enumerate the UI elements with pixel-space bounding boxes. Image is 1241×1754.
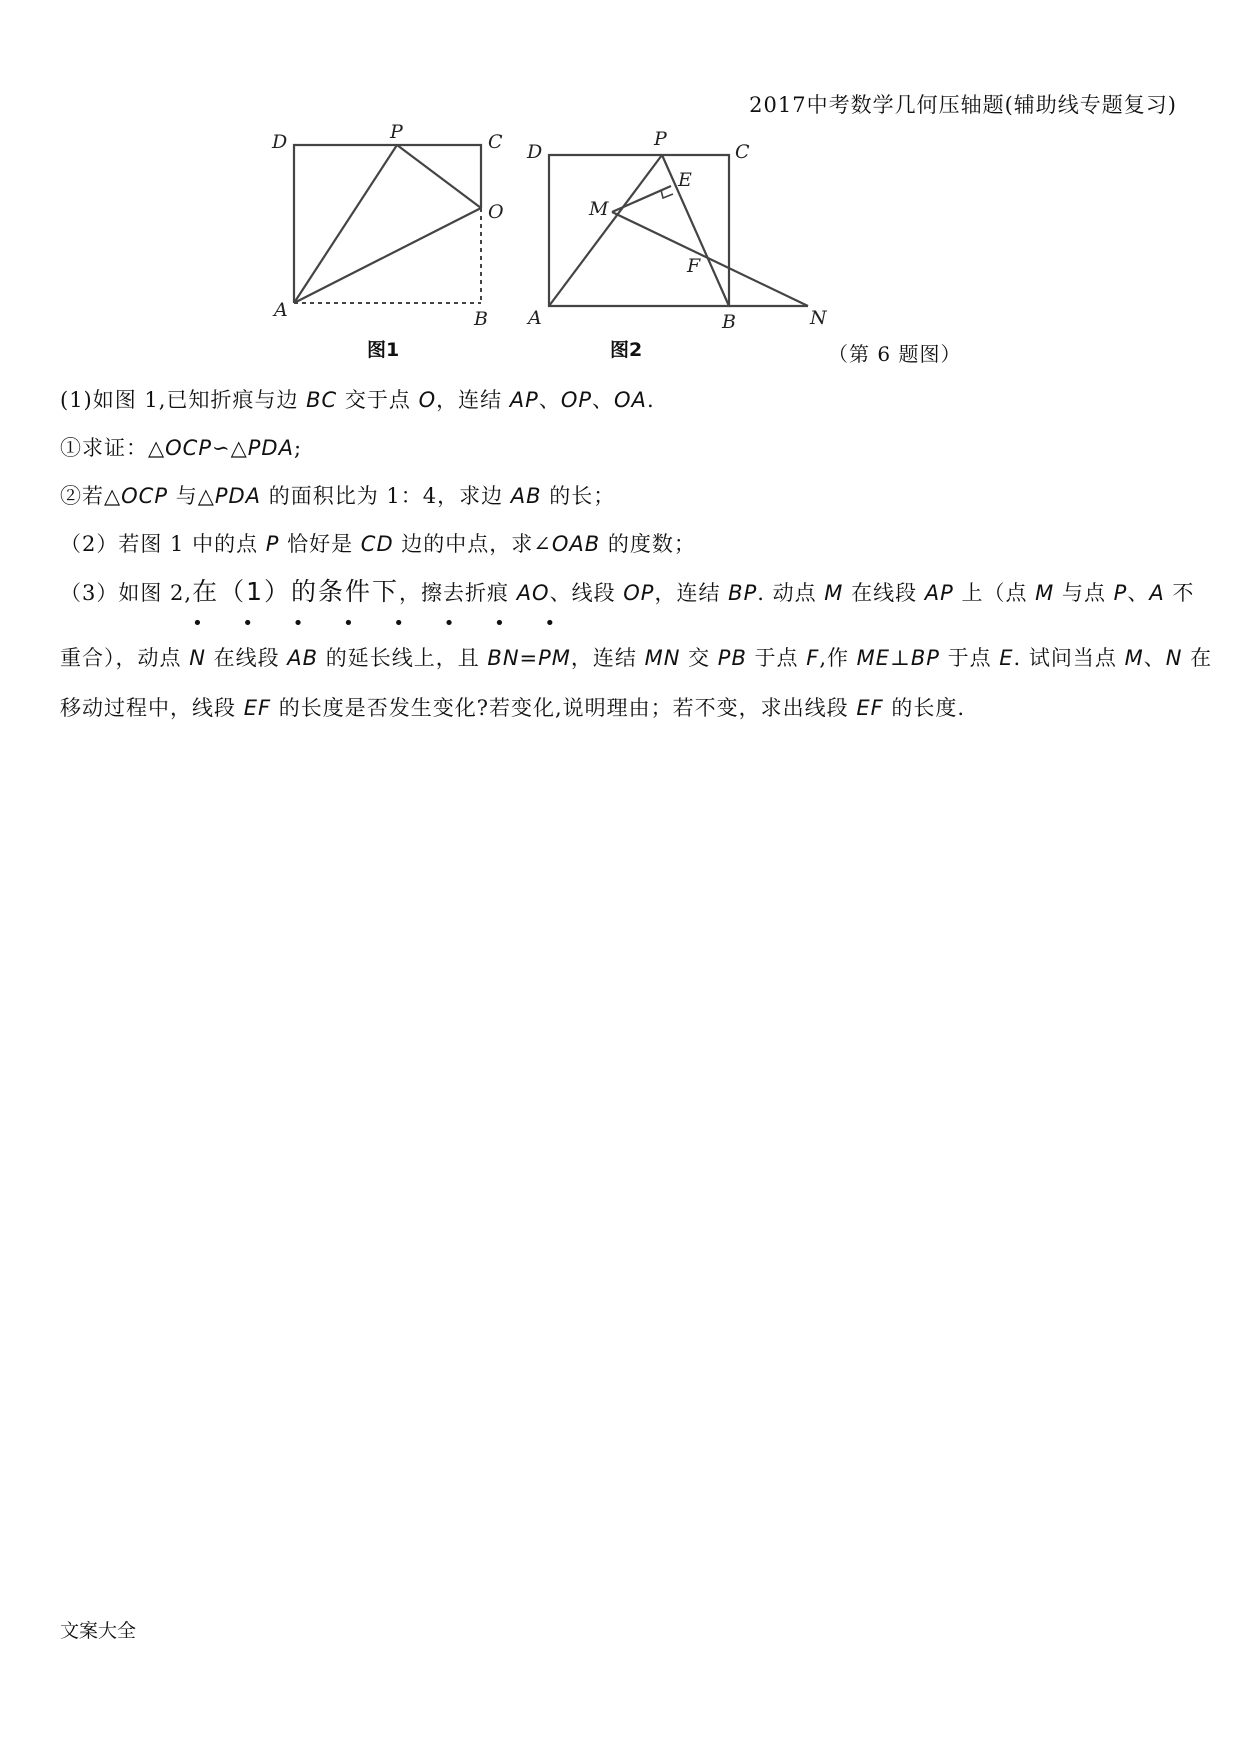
label-f: F [687, 255, 701, 277]
label-o: O [488, 201, 504, 223]
label-a: A [528, 307, 542, 329]
document-footer: 文案大全 [60, 1620, 137, 1642]
figure-number-caption: （第 6 题图） [828, 342, 962, 366]
label-p: P [390, 121, 403, 143]
emphasis-dots: • • • • • • • • [192, 613, 573, 634]
question-1-part-b: ②若△OCP 与△PDA 的面积比为 1：4，求边 AB 的长； [60, 484, 616, 508]
label-b: B [474, 308, 488, 330]
segment-po [397, 145, 481, 208]
label-n: N [810, 307, 827, 329]
label-p: P [654, 128, 667, 150]
segment-pb [662, 155, 729, 306]
question-3-line-1: （3）如图 2,在（1）的条件下 • • • • • • • • ，擦去折痕 AO、线段 OP，连结 BP. 动点 M 在线段 AP 上（点 M 与点 P、A 不 [60, 577, 1194, 608]
figure-1-caption: 图1 [367, 339, 400, 361]
segment-mn [612, 212, 808, 306]
label-b: B [722, 311, 736, 333]
question-1: (1)如图 1,已知折痕与边 BC 交于点 O，连结 AP、OP、OA. [60, 388, 655, 412]
label-c: C [488, 131, 503, 153]
segment-ap [549, 155, 662, 306]
rectangle-top-left-edges [294, 145, 481, 303]
rectangle-abcd [549, 155, 729, 306]
label-d: D [272, 131, 288, 153]
figure-2 [515, 120, 845, 335]
document-header: 2017中考数学几何压轴题(辅助线专题复习) [749, 93, 1177, 117]
right-angle-mark [661, 190, 673, 198]
segment-me [612, 186, 671, 212]
figure-2-caption: 图2 [610, 339, 643, 361]
label-e: E [678, 169, 692, 191]
segment-ap [294, 145, 397, 303]
label-a: A [274, 299, 288, 321]
label-m: M [589, 198, 609, 220]
emphasized-condition: 在（1）的条件下 • • • • • • • • [192, 577, 399, 606]
label-c: C [735, 141, 750, 163]
question-3-line-3: 移动过程中，线段 EF 的长度是否发生变化?若变化,说明理由；若不变，求出线段 EF 的长度. [60, 696, 966, 720]
question-1-part-a: ①求证：△OCP∽△PDA; [60, 436, 303, 460]
label-d: D [527, 141, 543, 163]
question-2: （2）若图 1 中的点 P 恰好是 CD 边的中点，求∠OAB 的度数； [60, 532, 696, 556]
figure-1 [260, 120, 520, 335]
segment-ao [294, 208, 481, 303]
question-3-line-2: 重合），动点 N 在线段 AB 的延长线上，且 BN=PM，连结 MN 交 PB 于点 F,作 ME⊥BP 于点 E. 试问当点 M、N 在 [60, 646, 1213, 670]
